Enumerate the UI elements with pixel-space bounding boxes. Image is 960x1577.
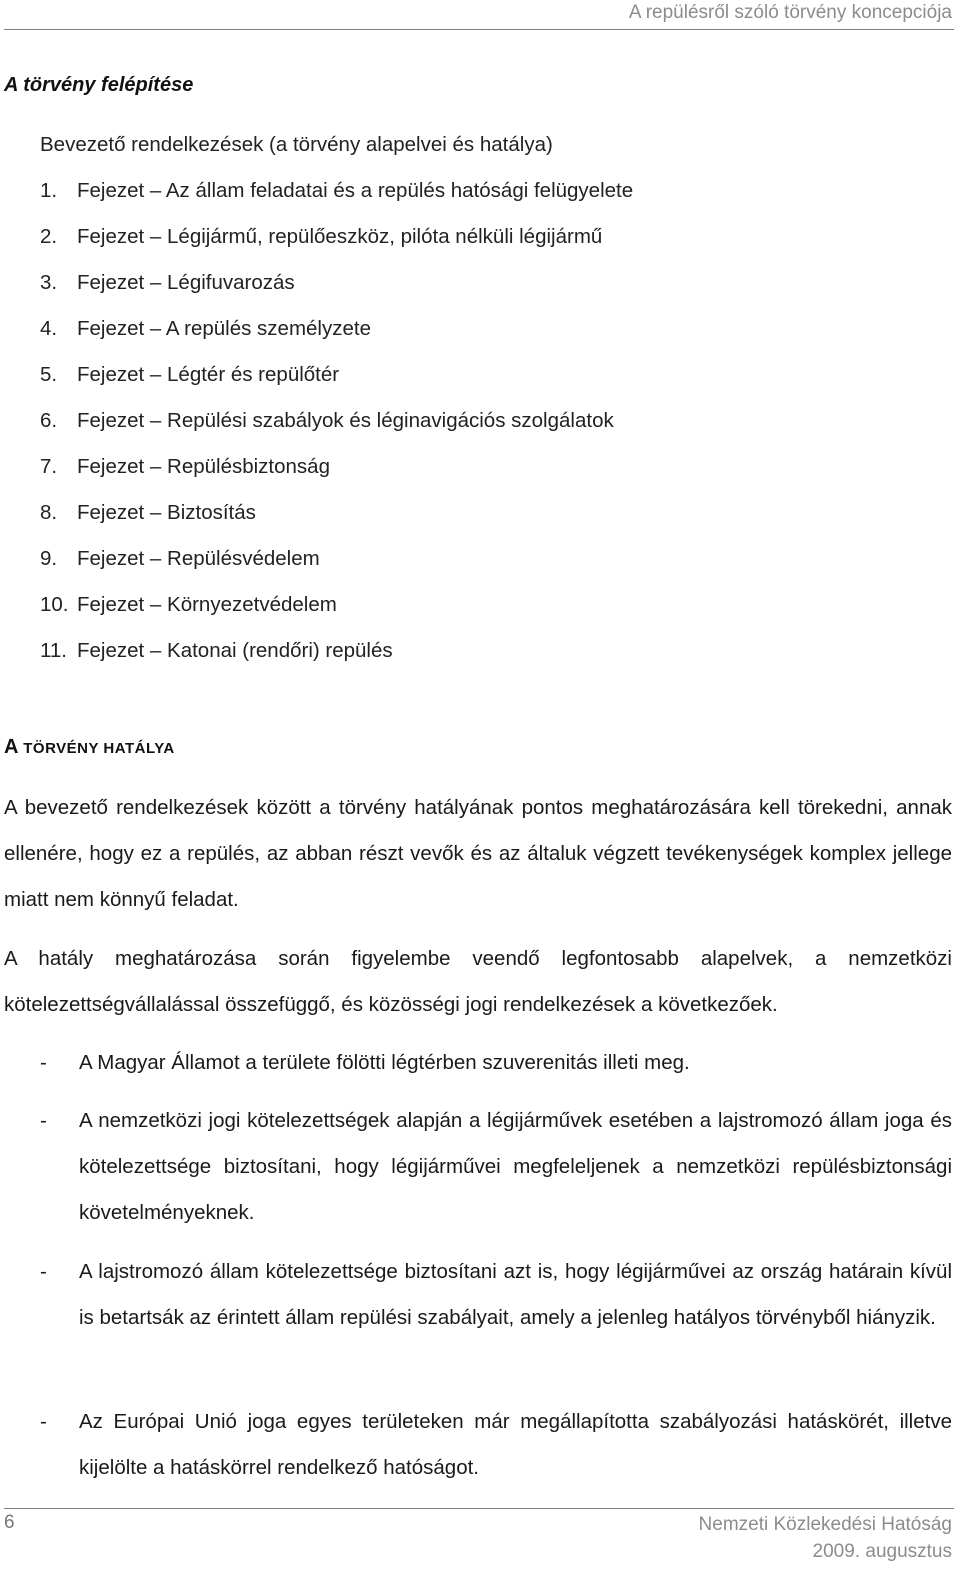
paragraph: A hatály meghatározása során figyelembe veendő legfontosabb alapelvek, a nemzetközi kötelezettségvállalással összefüggő, és közösségi jogi rendelkezések a következőek. [4,947,952,1016]
bullet-item [4,1249,952,1341]
toc-item-number: 1. [40,179,58,202]
toc-item-text: Fejezet – Repülésbiztonság [77,455,330,478]
table-of-contents [40,130,633,682]
bullet-text: A Magyar Államot a területe fölötti légtérben szuverenitás illeti meg. [79,1051,690,1074]
section-heading: A törvény felépítése [4,74,194,96]
bullet-item [4,1098,952,1236]
toc-item-text: Fejezet – Katonai (rendőri) repülés [77,639,393,662]
header-title: A repülésről szóló törvény koncepciója [628,2,952,23]
toc-item-number: 4. [40,317,58,340]
toc-item-number: 9. [40,547,58,570]
toc-item-number: 2. [40,225,58,248]
paragraph: A bevezető rendelkezések között a törvény hatályának pontos meghatározására kell törekedni, annak ellenére, hogy ez a repülés, az abban részt vevők és az általuk végzett tevékenységek komplex jellege miatt nem könnyű feladat. [4,796,952,911]
bullet-item [4,1399,952,1491]
toc-item [40,222,633,268]
toc-item [40,590,633,636]
footer-rule [4,1508,954,1509]
toc-item-number: 7. [40,455,58,478]
toc-item-number: 5. [40,363,58,386]
toc-item-text: Fejezet – Repülési szabályok és léginavigációs szolgálatok [77,409,614,432]
toc-item [40,544,633,590]
toc-item-text: Fejezet – Környezetvédelem [77,593,337,616]
footer-date: 2009. augusztus [812,1541,952,1562]
header-rule [4,29,954,30]
toc-item-text: Fejezet – Az állam feladatai és a repülés hatósági felügyelete [77,179,634,202]
page-number: 6 [4,1512,15,1533]
toc-item-number: 11. [40,639,67,662]
bullet-dash: - [40,1109,47,1132]
bullet-dash: - [40,1051,47,1074]
subheading [4,736,175,759]
toc-item [40,314,633,360]
bullet-item [4,1040,952,1086]
toc-item-number: 8. [40,501,58,524]
bullet-text: Az Európai Unió joga egyes területeken már megállapította szabályozási hatáskörét, illetve kijelölte a hatáskörrel rendelkező hatóságot. [79,1410,952,1479]
bullet-dash: - [40,1410,47,1433]
toc-item [40,636,633,682]
bullet-text: A lajstromozó állam kötelezettsége biztosítani azt is, hogy légijárművei az ország határain kívül is betartsák az érintett állam repülési szabályait, amely a jelenleg hatályos törvényből hiányzik. [79,1260,952,1329]
toc-item-number: 10. [40,593,69,616]
toc-item [40,176,633,222]
toc-item [40,452,633,498]
toc-item [40,268,633,314]
toc-item [40,406,633,452]
toc-item [40,360,633,406]
bullet-dash: - [40,1260,47,1283]
toc-item-text: Fejezet – Légtér és repülőtér [77,363,340,386]
toc-item-text: Fejezet – Biztosítás [77,501,256,524]
toc-item-text: Bevezető rendelkezések (a törvény alapelvei és hatálya) [40,133,553,156]
bullet-text: A nemzetközi jogi kötelezettségek alapján a légijárművek esetében a lajstromozó állam joga és kötelezettsége biztosítani, hogy légijárművei megfeleljenek a nemzetközi repülésbiztonsági követelményeknek. [79,1109,952,1224]
toc-item-text: Fejezet – Légijármű, repülőeszköz, pilóta nélküli légijármű [77,225,603,248]
toc-item-text: Fejezet – A repülés személyzete [77,317,371,340]
subheading-initial: A [4,736,18,758]
toc-item-number: 6. [40,409,58,432]
footer-organization: Nemzeti Közlekedési Hatóság [698,1514,952,1535]
toc-item-text: Fejezet – Repülésvédelem [77,547,320,570]
subheading-rest: TÖRVÉNY HATÁLYA [23,740,175,757]
toc-item-text: Fejezet – Légifuvarozás [77,271,295,294]
toc-item [40,130,633,176]
toc-item-number: 3. [40,271,58,294]
toc-item [40,498,633,544]
